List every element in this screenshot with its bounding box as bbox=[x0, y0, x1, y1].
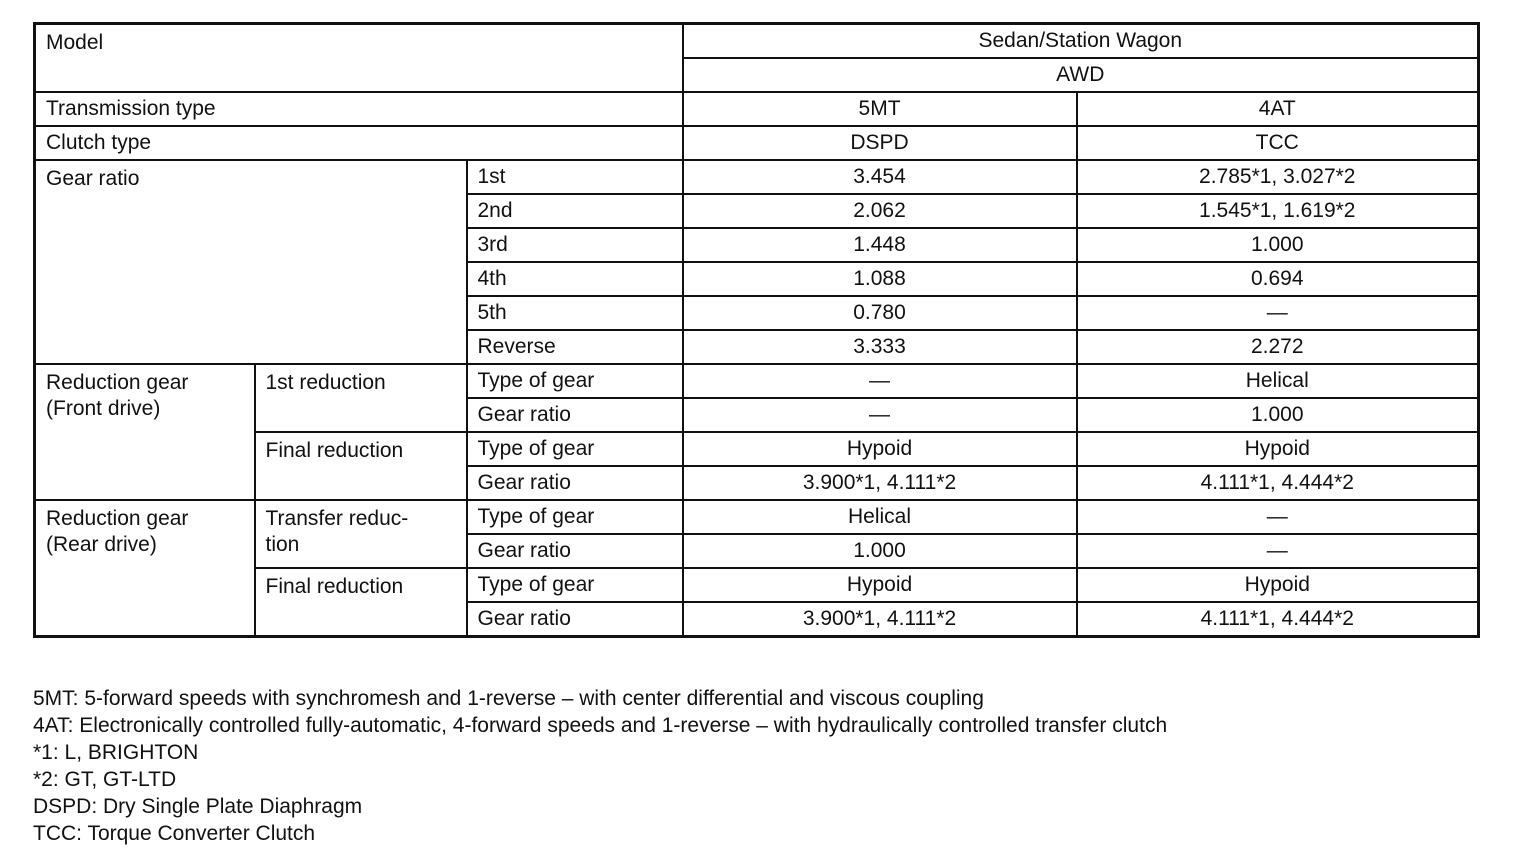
clutch-5mt: DSPD bbox=[683, 126, 1077, 160]
rear-drive-label bbox=[35, 500, 255, 637]
transmission-5mt: 5MT bbox=[683, 92, 1077, 126]
rear-final-ratio-5mt: 3.900*1, 4.111*2 bbox=[683, 602, 1077, 637]
rear-final-reduction-label: Final reduction bbox=[255, 568, 467, 637]
gear-ratio-label: Gear ratio bbox=[35, 160, 467, 364]
gear-name: Reverse bbox=[467, 330, 683, 364]
gear-name: 5th bbox=[467, 296, 683, 330]
rear-drive-label-line2: (Rear drive) bbox=[46, 533, 157, 556]
gear-ratio-4at: 1.000 bbox=[1077, 228, 1479, 262]
gear-ratio-row-label: Gear ratio bbox=[467, 466, 683, 500]
front-final-ratio-5mt: 3.900*1, 4.111*2 bbox=[683, 466, 1077, 500]
clutch-4at: TCC bbox=[1077, 126, 1479, 160]
front-drive-label bbox=[35, 364, 255, 500]
gear-ratio-4at: 2.785*1, 3.027*2 bbox=[1077, 160, 1479, 194]
transmission-4at: 4AT bbox=[1077, 92, 1479, 126]
rear-transfer-ratio-5mt: 1.000 bbox=[683, 534, 1077, 568]
gear-ratio-5mt: 3.454 bbox=[683, 160, 1077, 194]
front-final-ratio-4at: 4.111*1, 4.444*2 bbox=[1077, 466, 1479, 500]
table-row bbox=[35, 500, 1479, 534]
gear-ratio-5mt: 3.333 bbox=[683, 330, 1077, 364]
gear-ratio-row-label: Gear ratio bbox=[467, 534, 683, 568]
drive-type: AWD bbox=[683, 58, 1479, 92]
rear-final-type-4at: Hypoid bbox=[1077, 568, 1479, 602]
rear-transfer-type-5mt: Helical bbox=[683, 500, 1077, 534]
rear-transfer-ratio-4at: — bbox=[1077, 534, 1479, 568]
front-first-ratio-5mt: — bbox=[683, 398, 1077, 432]
front-drive-label-line1: Reduction gear bbox=[46, 371, 189, 394]
gear-name: 2nd bbox=[467, 194, 683, 228]
front-first-reduction-label: 1st reduction bbox=[255, 364, 467, 432]
table-row bbox=[35, 364, 1479, 398]
footnote-5mt: 5MT: 5-forward speeds with synchromesh and 1-reverse – with center differential and viscous coupling bbox=[33, 687, 984, 710]
rear-transfer-type-4at: — bbox=[1077, 500, 1479, 534]
front-first-ratio-4at: 1.000 bbox=[1077, 398, 1479, 432]
gear-ratio-5mt: 1.448 bbox=[683, 228, 1077, 262]
front-final-type-5mt: Hypoid bbox=[683, 432, 1077, 466]
rear-final-ratio-4at: 4.111*1, 4.444*2 bbox=[1077, 602, 1479, 637]
gear-ratio-4at: 1.545*1, 1.619*2 bbox=[1077, 194, 1479, 228]
footnote-tcc: TCC: Torque Converter Clutch bbox=[33, 822, 316, 845]
front-drive-label-line2: (Front drive) bbox=[46, 397, 161, 420]
rear-drive-label-line1: Reduction gear bbox=[46, 507, 189, 530]
front-final-type-4at: Hypoid bbox=[1077, 432, 1479, 466]
rear-transfer-reduction-label bbox=[255, 500, 467, 568]
transmission-type-label: Transmission type bbox=[35, 92, 683, 126]
footnote-star2: *2: GT, GT-LTD bbox=[33, 768, 177, 791]
table-row bbox=[35, 126, 1479, 160]
rear-final-type-5mt: Hypoid bbox=[683, 568, 1077, 602]
front-first-type-5mt: — bbox=[683, 364, 1077, 398]
model-label: Model bbox=[35, 24, 683, 93]
front-final-reduction-label: Final reduction bbox=[255, 432, 467, 500]
spec-table bbox=[33, 22, 1480, 638]
footnote-4at: 4AT: Electronically controlled fully-automatic, 4-forward speeds and 1-reverse – with hydraulically controlled transfer clutch bbox=[33, 714, 1168, 737]
gear-name: 4th bbox=[467, 262, 683, 296]
gear-ratio-5mt: 1.088 bbox=[683, 262, 1077, 296]
gear-name: 1st bbox=[467, 160, 683, 194]
type-of-gear-label: Type of gear bbox=[467, 364, 683, 398]
gear-ratio-row-label: Gear ratio bbox=[467, 602, 683, 637]
gear-name: 3rd bbox=[467, 228, 683, 262]
type-of-gear-label: Type of gear bbox=[467, 568, 683, 602]
body-type: Sedan/Station Wagon bbox=[683, 24, 1479, 59]
type-of-gear-label: Type of gear bbox=[467, 500, 683, 534]
footnote-dspd: DSPD: Dry Single Plate Diaphragm bbox=[33, 795, 363, 818]
rear-transfer-label-line1: Transfer reduc- bbox=[265, 507, 409, 530]
front-first-type-4at: Helical bbox=[1077, 364, 1479, 398]
gear-ratio-4at: — bbox=[1077, 296, 1479, 330]
type-of-gear-label: Type of gear bbox=[467, 432, 683, 466]
footnote-star1: *1: L, BRIGHTON bbox=[33, 741, 199, 764]
table-row bbox=[35, 92, 1479, 126]
rear-transfer-label-line2: tion bbox=[265, 533, 300, 556]
gear-ratio-4at: 0.694 bbox=[1077, 262, 1479, 296]
gear-ratio-5mt: 2.062 bbox=[683, 194, 1077, 228]
table-row bbox=[35, 160, 1479, 194]
gear-ratio-4at: 2.272 bbox=[1077, 330, 1479, 364]
table-row bbox=[35, 24, 1479, 59]
clutch-type-label: Clutch type bbox=[35, 126, 683, 160]
gear-ratio-row-label: Gear ratio bbox=[467, 398, 683, 432]
gear-ratio-5mt: 0.780 bbox=[683, 296, 1077, 330]
footnotes bbox=[33, 685, 1167, 847]
